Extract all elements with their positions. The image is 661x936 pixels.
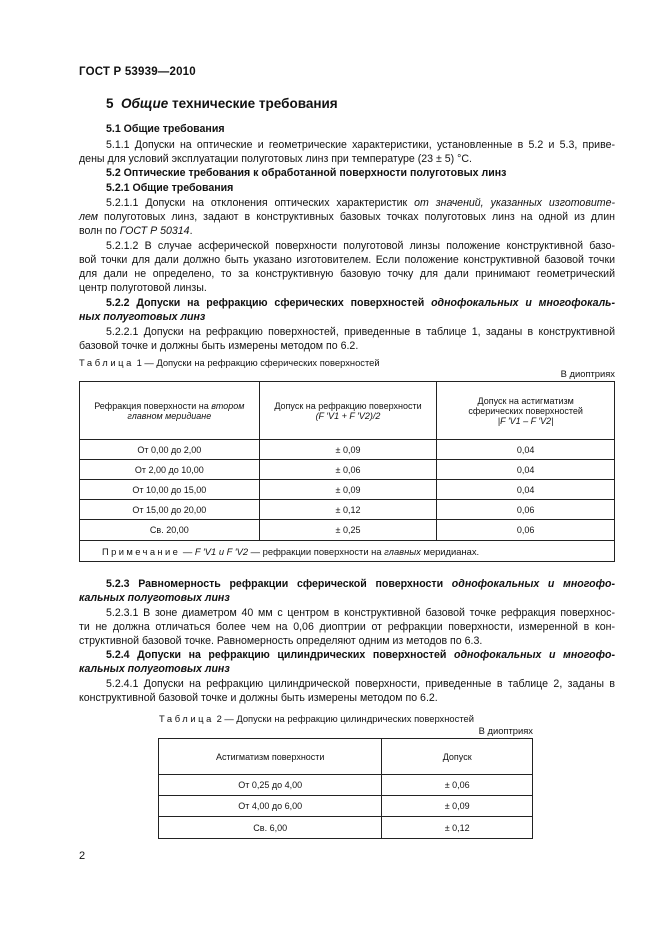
table-cell: ± 0,12	[259, 500, 437, 520]
table-note-row	[80, 541, 615, 562]
text-run: 5.2.1.1 Допуски на отклонения оптических характеристик	[106, 197, 415, 209]
paragraph-5-2-1-1-line-1	[106, 196, 615, 211]
section-title-italic: Общие	[121, 96, 169, 111]
table-cell: ± 0,09	[382, 796, 533, 817]
note-text-italic: главных	[384, 545, 421, 557]
text-run-bold-italic: однофокальных и многофокаль-	[431, 297, 616, 309]
table-header-cell	[80, 382, 260, 440]
text-run-bold: 5.2.3 Равномерность рефракции сферической поверхности	[106, 578, 452, 590]
header-text: Рефракция поверхности на	[94, 400, 212, 411]
header-text-italic: главном меридиане	[127, 410, 212, 421]
table-2-caption	[159, 713, 474, 724]
table-1-unit: В диоптриях	[560, 368, 615, 379]
header-formula: (F ′V1 + F ′V2)/2	[315, 410, 381, 421]
text-run-bold: 5.2.4 Допуски на рефракцию цилиндрических поверхностей	[106, 649, 454, 661]
section-title-rest: технические требования	[168, 96, 338, 111]
heading-5-2: 5.2 Оптические требования к обработанной поверхности полуготовых линз	[106, 167, 507, 179]
heading-5-1: 5.1 Общие требования	[106, 123, 225, 135]
table-cell: ± 0,09	[259, 480, 437, 500]
table-header-cell: Допуск	[382, 739, 533, 775]
table-row	[80, 460, 615, 480]
table-row	[159, 775, 533, 796]
heading-5-2-1: 5.2.1 Общие требования	[106, 182, 234, 194]
table-row	[80, 480, 615, 500]
note-text: — рефракции поверхности на	[248, 545, 385, 557]
caption-word: Таблица	[159, 713, 214, 724]
table-row	[159, 796, 533, 817]
paragraph-5-2-1-1-line-2	[79, 210, 615, 225]
table-cell: От 4,00 до 6,00	[159, 796, 382, 817]
header-formula: |F ′V1 – F ′V2|	[497, 415, 554, 426]
text-run-italic: ГОСТ Р 50314	[119, 225, 190, 237]
table-cell: ± 0,06	[382, 775, 533, 796]
text-run-bold: 5.2.2 Допуски на рефракцию сферических поверхностей	[106, 297, 432, 309]
table-1	[79, 381, 615, 562]
table-cell: 0,06	[437, 520, 615, 541]
header-text: Допуск на рефракцию поверхности	[274, 400, 422, 411]
table-cell: ± 0,25	[259, 520, 437, 541]
table-cell: От 2,00 до 10,00	[80, 460, 260, 480]
table-row	[80, 520, 615, 541]
table-cell: ± 0,12	[382, 817, 533, 839]
text-run-bold-italic: однофокальных и многофо-	[453, 649, 615, 661]
paragraph-5-2-4-1-line-1: 5.2.4.1 Допуски на рефракцию цилиндрической поверхности, приведенные в таблице 2, заданы в	[106, 678, 615, 690]
paragraph-5-2-1-2-line-1: 5.2.1.2 В случае асферической поверхности полуготовой линзы положение конструктивной базо-	[106, 240, 615, 252]
table-header-cell	[259, 382, 437, 440]
table-cell: 0,04	[437, 480, 615, 500]
paragraph-5-2-3-1-line-3: структивной базовой точке. Равномерность определяют одним из методов по 6.3.	[79, 635, 483, 647]
paragraph-5-1-1-line-1: 5.1.1 Допуски на оптические и геометрические характеристики, установленные в 5.2 и 5.3, приве-	[106, 139, 615, 151]
heading-5-2-3-line-2: кальных полуготовых линз	[79, 592, 230, 604]
text-run: волн по	[79, 225, 120, 237]
table-row	[159, 817, 533, 839]
table-cell: ± 0,06	[259, 460, 437, 480]
caption-text: 1 — Допуски на рефракцию сферических поверхностей	[133, 357, 380, 368]
heading-5-2-4-line-2: кальных полуготовых линз	[79, 663, 230, 675]
header-text: Допуск на астигматизм	[477, 395, 574, 406]
text-run-italic: лем	[79, 211, 99, 223]
table-cell: ± 0,09	[259, 440, 437, 460]
paragraph-5-2-1-2-line-2: вой точки для дали должно быть указано изготовителем. Если положение конструктивной базовой точки	[79, 254, 615, 266]
text-run-italic: от значений, указанных изготовите-	[414, 197, 615, 209]
paragraph-5-2-1-2-line-3: для дали не определено, то за конструктивную базовую точку для дали принимают геометрический	[79, 268, 615, 280]
section-number: 5	[106, 96, 114, 111]
note-text: —	[180, 545, 195, 557]
table-1-caption	[79, 357, 380, 368]
caption-text: 2 — Допуски на рефракцию цилиндрических поверхностей	[213, 713, 474, 724]
header-text: сферических поверхностей	[468, 405, 583, 416]
table-2	[158, 738, 533, 839]
paragraph-5-2-4-1-line-2: конструктивной базовой точке и должны быть измерены методом по 6.2.	[79, 692, 438, 704]
paragraph-5-1-1-line-2: дены для условий эксплуатации полуготовых линз при температуре (23 ± 5) °С.	[79, 153, 472, 165]
table-note	[80, 541, 615, 562]
heading-5-2-2-line-1	[106, 296, 615, 311]
text-run: полуготовых линз, задают в конструктивных базовых точках полуготовых линз на одной из длин	[98, 211, 615, 223]
text-run-bold-italic: однофокальных и многофо-	[451, 578, 615, 590]
paragraph-5-2-2-1-line-1: 5.2.2.1 Допуски на рефракцию поверхностей, приведенные в таблице 1, заданы в конструктивной	[106, 326, 615, 338]
table-cell: 0,04	[437, 460, 615, 480]
table-cell: 0,04	[437, 440, 615, 460]
table-cell: 0,06	[437, 500, 615, 520]
paragraph-5-2-1-1-line-3	[79, 224, 615, 239]
table-header-cell	[437, 382, 615, 440]
table-row	[80, 440, 615, 460]
note-formula: F ′V1 и F ′V2	[194, 545, 249, 557]
table-row	[80, 500, 615, 520]
heading-5-2-3-line-1	[106, 577, 615, 592]
section-title	[106, 96, 338, 111]
heading-5-2-4-line-1	[106, 648, 615, 663]
table-header-cell: Астигматизм поверхности	[159, 739, 382, 775]
table-2-unit: В диоптриях	[478, 725, 533, 736]
page-number: 2	[79, 850, 86, 862]
note-text: меридианах.	[420, 545, 480, 557]
document-code: ГОСТ Р 53939—2010	[79, 66, 196, 78]
header-text-italic: втором	[211, 400, 245, 411]
paragraph-5-2-3-1-line-2: ти не должна отличаться более чем на 0,06 диоптрии от рефракции поверхности, измеренной в кон-	[79, 621, 615, 633]
table-cell: Св. 20,00	[80, 520, 260, 541]
table-cell: Св. 6,00	[159, 817, 382, 839]
heading-5-2-2-line-2: ных полуготовых линз	[79, 311, 206, 323]
table-cell: От 0,25 до 4,00	[159, 775, 382, 796]
paragraph-5-2-1-2-line-4: центр полуготовой линзы.	[79, 282, 207, 294]
paragraph-5-2-2-1-line-2: базовой точке и должны быть измерены методом по 6.2.	[79, 340, 359, 352]
table-cell: От 0,00 до 2,00	[80, 440, 260, 460]
note-word: Примечание	[102, 545, 181, 557]
text-run: .	[189, 225, 193, 237]
paragraph-5-2-3-1-line-1: 5.2.3.1 В зоне диаметром 40 мм с центром в конструктивной базовой точке рефракция поверхнос-	[106, 607, 615, 619]
table-cell: От 15,00 до 20,00	[80, 500, 260, 520]
caption-word: Таблица	[79, 357, 134, 368]
table-cell: От 10,00 до 15,00	[80, 480, 260, 500]
table-header-row	[80, 382, 615, 440]
table-header-row	[159, 739, 533, 775]
